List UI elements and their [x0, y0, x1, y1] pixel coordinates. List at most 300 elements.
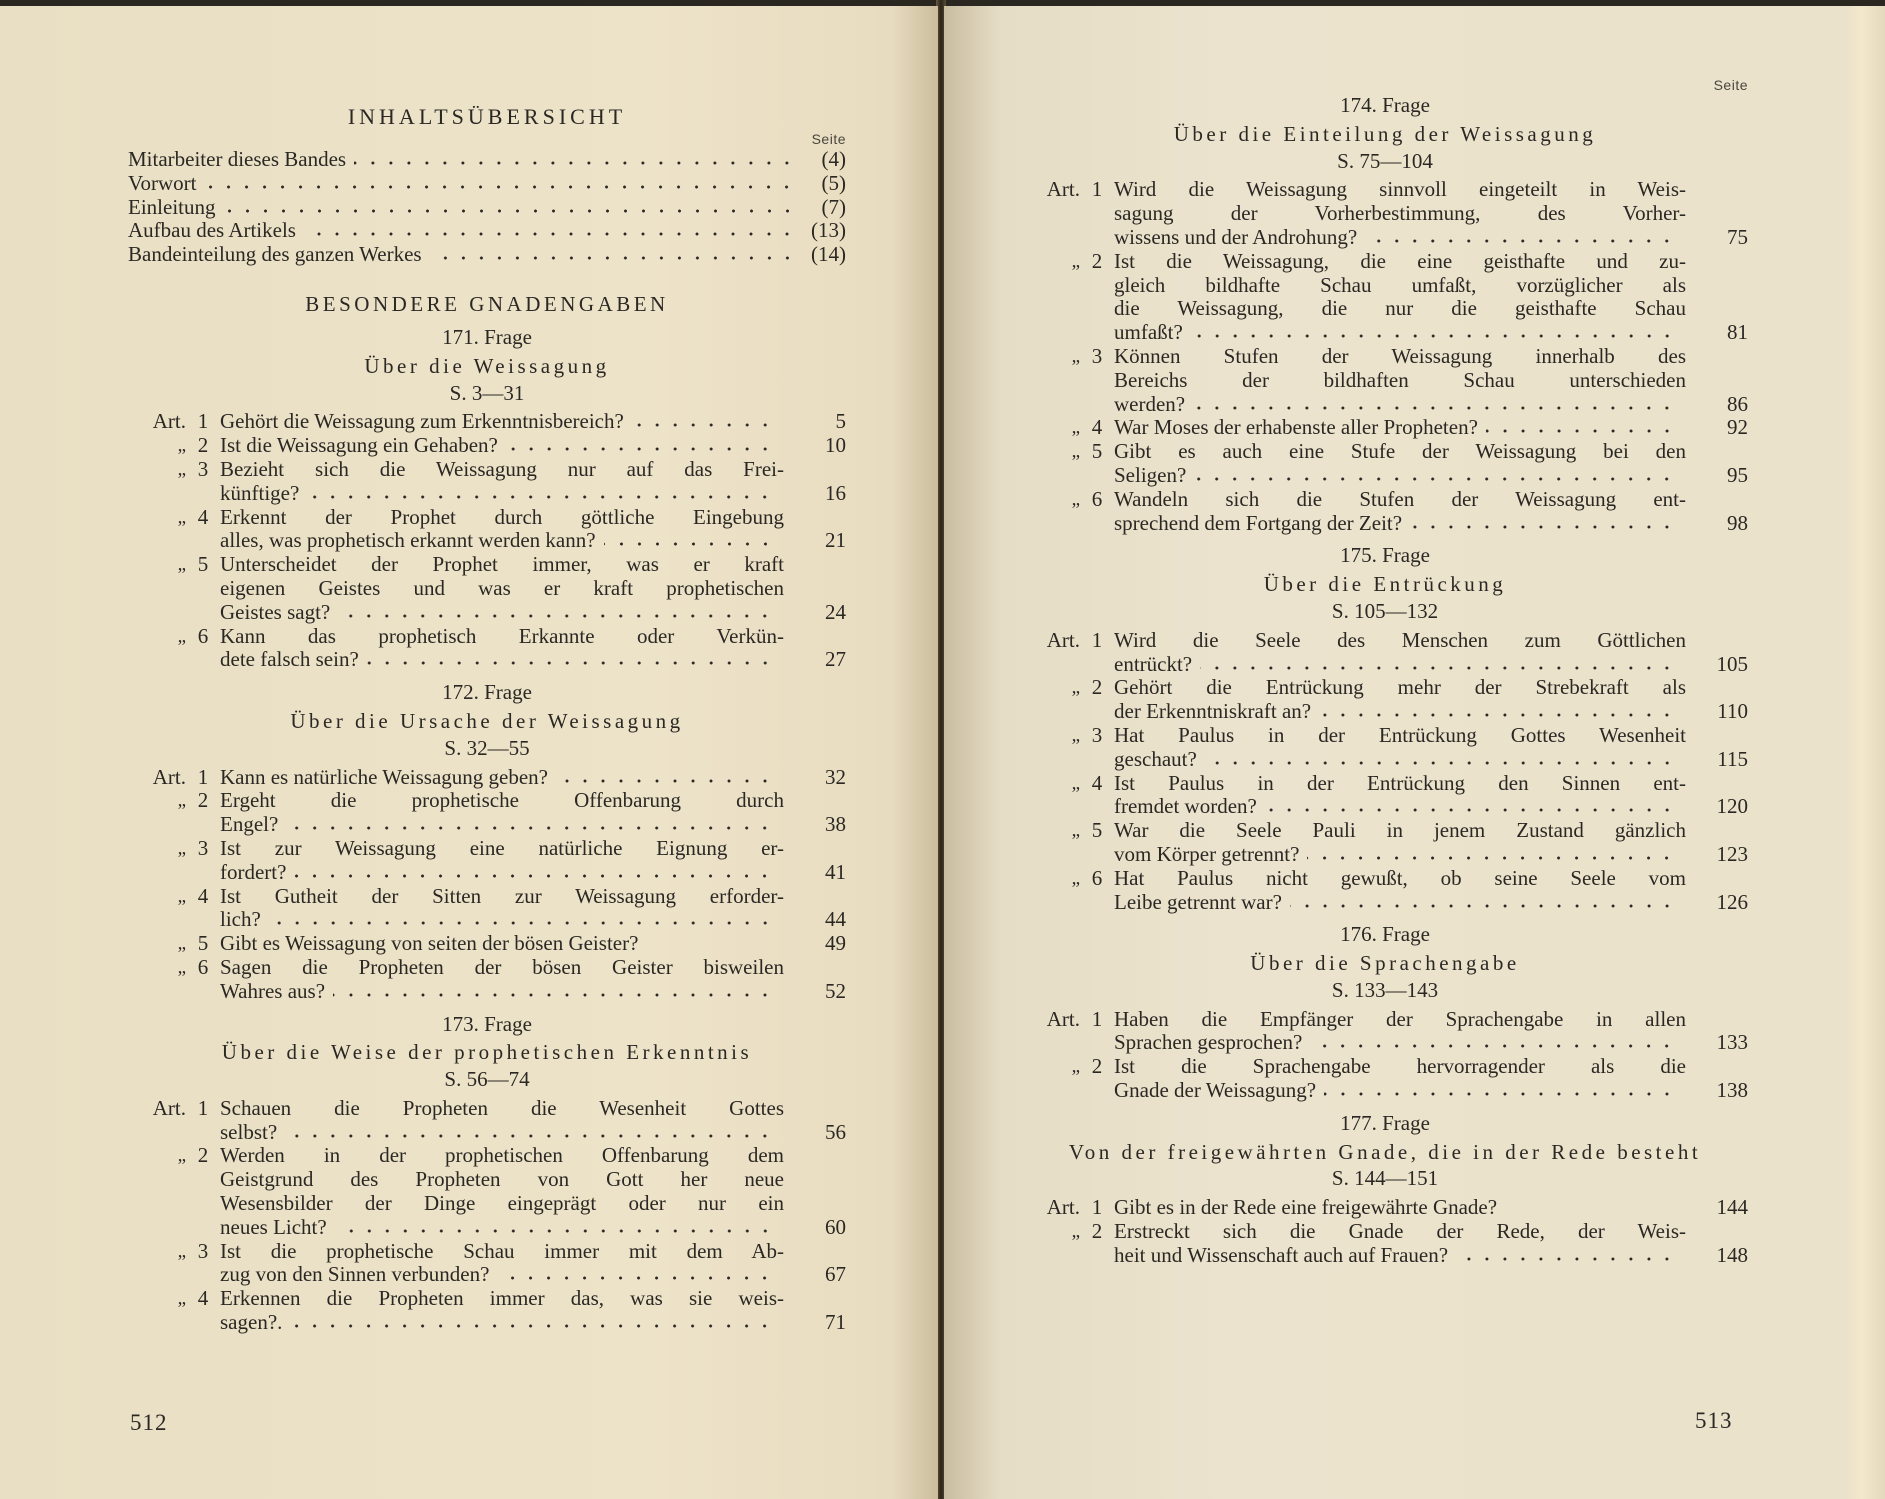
article-question [1114, 724, 1686, 772]
article-entry [1022, 1055, 1748, 1103]
dot-leader [1456, 1256, 1676, 1262]
article-page: 38 [825, 812, 846, 837]
article-question [1114, 178, 1686, 249]
article-question-text: geschaut? [1114, 746, 1197, 771]
article-question-text: Engel? [220, 812, 279, 837]
article-entry [128, 506, 846, 554]
article-question [1114, 416, 1686, 440]
dot-leader [604, 541, 774, 547]
article-question [220, 434, 784, 458]
article-question-line: War die Seele Pauli in jenem Zustand gänzlich [1114, 818, 1686, 843]
dot-leader [285, 1133, 774, 1139]
toc-entry-label: Mitarbeiter dieses Bandes [128, 147, 347, 171]
article-entry [128, 766, 846, 790]
article-number: 5 [1091, 818, 1103, 843]
article-question-line: Unterscheidet der Prophet immer, was er kraft [220, 552, 784, 577]
article-question-text: der Erkenntniskraft an? [1114, 699, 1312, 724]
question-title: Über die Entrückung [1263, 572, 1507, 597]
right-page-content [1022, 76, 1748, 1268]
article-question-line: Wird die Seele des Menschen zum Göttlichen [1114, 627, 1686, 652]
dot-leader [1265, 807, 1676, 813]
article-page: 92 [1727, 415, 1748, 440]
article-page: 27 [825, 647, 846, 672]
dot-leader [333, 992, 774, 998]
article-page: 41 [825, 859, 846, 884]
article-number: 4 [197, 883, 209, 908]
article-question-last-line [220, 1263, 784, 1287]
dot-leader [1193, 405, 1676, 411]
article-entry [1022, 676, 1748, 724]
article-question-last-line [220, 482, 784, 506]
toc-entry-page: (4) [821, 147, 846, 171]
question-number: 174. Frage [1340, 93, 1430, 117]
article-question-line: Haben die Empfänger der Sprachengabe in allen [1114, 1006, 1686, 1031]
article-question-last-line [220, 648, 784, 672]
article-entry [1022, 1008, 1748, 1056]
article-entry [128, 1097, 846, 1145]
question-title: Über die Ursache der Weissagung [290, 708, 684, 733]
dot-leader [269, 920, 774, 926]
question-number: 175. Frage [1340, 543, 1430, 568]
left-page-content [128, 104, 846, 1335]
article-prefix: Art. [1046, 1195, 1080, 1220]
article-page: 44 [825, 907, 846, 932]
article-prefix: „ [1071, 677, 1080, 699]
article-prefix: „ [1071, 345, 1080, 367]
article-prefix: „ [1071, 250, 1080, 272]
article-question-line: Gehört die Entrückung mehr der Strebekraft als [1114, 675, 1686, 700]
article-number: 5 [197, 552, 209, 577]
dot-leader [286, 825, 774, 831]
question-page-range: S. 105—132 [1331, 598, 1439, 623]
article-page: 52 [825, 978, 846, 1003]
article-entry [128, 956, 846, 1004]
dot-leader [632, 422, 774, 428]
article-number: 4 [197, 1286, 209, 1311]
article-prefix: „ [177, 956, 186, 978]
page-number-right: 513 [1695, 1408, 1733, 1433]
article-question-line: sagung der Vorherbestimmung, des Vorher- [1114, 201, 1686, 226]
article-prefix: „ [1071, 1221, 1080, 1243]
dot-leader [1191, 333, 1676, 339]
article-question-text: entrückt? [1114, 651, 1193, 676]
article-number: 2 [197, 1143, 209, 1168]
article-question-line: Erkennt der Prophet durch göttliche Eingebung [220, 504, 784, 529]
article-question [220, 837, 784, 885]
dot-leader [1310, 1043, 1676, 1049]
article-question-line: Wesensbilder der Dinge eingeprägt oder nur ein [220, 1191, 784, 1216]
article-prefix: „ [177, 837, 186, 859]
dot-leader [1410, 524, 1676, 530]
article-question-last-line [1114, 653, 1686, 677]
article-entry [1022, 772, 1748, 820]
article-question-text: vom Körper getrennt? [1114, 841, 1300, 866]
page-number-left: 512 [130, 1410, 168, 1435]
article-page: 75 [1727, 224, 1748, 249]
article-question-line: Geistgrund des Propheten von Gott her neue [220, 1167, 784, 1192]
article-question [220, 1097, 784, 1145]
article-question-line: Erkennen die Propheten immer das, was sie weis- [220, 1286, 784, 1311]
toc-entry-page: (7) [821, 194, 846, 219]
article-question-line: Sagen die Propheten der bösen Geister bisweilen [220, 954, 784, 979]
question-block [128, 681, 846, 1003]
article-question [220, 1240, 784, 1288]
article-question-last-line [220, 813, 784, 837]
question-page-range: S. 133—143 [1331, 977, 1439, 1002]
question-number: 173. Frage [442, 1011, 532, 1036]
article-question-text: Wahres aus? [220, 978, 326, 1003]
article-prefix: „ [177, 458, 186, 480]
article-number: 6 [197, 623, 209, 648]
article-number: 3 [1091, 343, 1103, 368]
question-number: 176. Frage [1340, 922, 1430, 947]
question-title: Über die Weissagung [364, 353, 610, 378]
article-entry [128, 932, 846, 956]
article-question-text: War Moses der erhabenste aller Propheten? [1114, 415, 1478, 440]
question-page-range: S. 3—31 [449, 380, 525, 405]
article-number: 1 [1091, 1195, 1103, 1220]
article-entry [128, 885, 846, 933]
article-question-line: die Weissagung, die nur die geisthafte Schau [1114, 296, 1686, 321]
article-question-last-line [220, 908, 784, 932]
article-page: 71 [825, 1310, 846, 1335]
seite-label: Seite [811, 131, 846, 147]
article-prefix: „ [177, 554, 186, 576]
article-prefix: „ [1071, 772, 1080, 794]
toc-entry-page: (14) [811, 242, 846, 267]
article-question-last-line [220, 1121, 784, 1145]
article-question-last-line [220, 529, 784, 553]
article-question-last-line [1114, 891, 1686, 915]
question-page-range: S. 32—55 [444, 735, 530, 760]
article-question-last-line [1114, 748, 1686, 772]
article-page: 24 [825, 599, 846, 624]
article-question-line: Kann das prophetisch Erkannte oder Verkün- [220, 623, 784, 648]
article-question [1114, 1055, 1686, 1103]
article-question-last-line [1114, 416, 1686, 440]
article-entry [1022, 1196, 1748, 1220]
article-question-last-line [1114, 700, 1686, 724]
article-entry [128, 1240, 846, 1288]
article-question-text: Leibe getrennt war? [1114, 889, 1282, 914]
article-prefix: „ [1071, 441, 1080, 463]
article-prefix: Art. [1046, 177, 1080, 202]
article-question-text: Gnade der Weissagung? [1114, 1078, 1317, 1103]
article-number: 3 [197, 456, 209, 481]
article-question [220, 458, 784, 506]
toc-entry [128, 172, 846, 196]
article-entry [1022, 819, 1748, 867]
article-number: 2 [1091, 1219, 1103, 1244]
question-title: Über die Weise der prophetischen Erkenntnis [221, 1040, 753, 1065]
article-question-line: eigenen Geistes und was er kraft prophetischen [220, 575, 784, 600]
article-number: 5 [197, 931, 209, 956]
dot-leader [1324, 1091, 1676, 1097]
dot-leader [1290, 903, 1676, 909]
article-question-text: Geistes sagt? [220, 599, 331, 624]
article-question-line: Ist Paulus in der Entrückung den Sinnen ent- [1114, 770, 1686, 795]
article-question [220, 885, 784, 933]
article-question-text: neues Licht? [220, 1214, 327, 1239]
article-prefix: Art. [152, 764, 186, 789]
article-prefix: „ [1071, 724, 1080, 746]
article-prefix: „ [177, 506, 186, 528]
article-page: 133 [1716, 1030, 1748, 1055]
article-number: 1 [1091, 627, 1103, 652]
article-prefix: „ [1071, 488, 1080, 510]
article-entry [128, 789, 846, 837]
article-prefix: „ [177, 1240, 186, 1262]
article-question-text: alles, was prophetisch erkannt werden kann? [220, 528, 596, 553]
article-question [1114, 772, 1686, 820]
article-number: 2 [197, 433, 209, 458]
article-question-text: dete falsch sein? [220, 647, 359, 672]
article-page: 120 [1716, 794, 1748, 819]
article-question-line: Können Stufen der Weissagung innerhalb des [1114, 343, 1686, 368]
article-question-line: gleich bildhafte Schau umfaßt, vorzüglicher als [1114, 272, 1686, 297]
dot-leader [354, 160, 796, 166]
dot-leader [290, 1323, 774, 1329]
article-number: 1 [197, 764, 209, 789]
article-question-last-line [220, 861, 784, 885]
toc-entry-label: Vorwort [128, 170, 197, 195]
article-question-line: Hat Paulus nicht gewußt, ob seine Seele vom [1114, 865, 1686, 890]
article-prefix: „ [1071, 1056, 1080, 1078]
toc-entry-label: Aufbau des Artikels [128, 218, 296, 243]
toc-entry-label: Bandeinteilung des ganzen Werkes [128, 242, 422, 267]
article-question-text: fremdet worden? [1114, 794, 1257, 819]
article-question [1114, 867, 1686, 915]
article-prefix: „ [177, 1145, 186, 1167]
article-question-last-line [1114, 1031, 1686, 1055]
article-page: 138 [1716, 1078, 1748, 1103]
article-question-last-line [220, 1311, 784, 1335]
article-entry [128, 410, 846, 434]
article-prefix: „ [1071, 867, 1080, 889]
article-number: 3 [197, 1238, 209, 1263]
toc-entry [128, 196, 846, 220]
question-list [128, 326, 846, 1335]
article-question-last-line [1114, 795, 1686, 819]
dot-leader [1365, 238, 1676, 244]
article-question [220, 506, 784, 554]
article-number: 2 [197, 788, 209, 813]
article-page: 144 [1716, 1195, 1748, 1220]
question-page-range: S. 75—104 [1337, 148, 1433, 173]
dot-leader [335, 1228, 774, 1234]
article-question-last-line [1114, 1196, 1686, 1220]
article-page: 126 [1716, 889, 1748, 914]
article-question-last-line [1114, 321, 1686, 345]
article-question [220, 625, 784, 673]
article-question [220, 932, 784, 956]
question-page-range: S. 56—74 [444, 1067, 530, 1092]
article-question-text: sagen?. [220, 1310, 283, 1335]
article-question-line: Ergeht die prophetische Offenbarung durch [220, 788, 784, 813]
toc-entry-page: (5) [821, 170, 846, 195]
article-entry [1022, 724, 1748, 772]
article-page: 105 [1716, 651, 1748, 676]
dot-leader [338, 613, 774, 619]
article-question-last-line [220, 1216, 784, 1240]
article-question-last-line [1114, 226, 1686, 250]
question-block [128, 326, 846, 672]
dot-leader [430, 255, 796, 261]
article-prefix: „ [1071, 820, 1080, 842]
article-entry [128, 1287, 846, 1335]
article-question [220, 766, 784, 790]
article-question-text: sprechend dem Fortgang der Zeit? [1114, 510, 1403, 535]
article-number: 1 [1091, 1006, 1103, 1031]
dot-leader [497, 1275, 774, 1281]
article-question-last-line [220, 980, 784, 1004]
article-prefix: „ [177, 790, 186, 812]
article-question-line: Ist zur Weissagung eine natürliche Eignung er- [220, 835, 784, 860]
article-page: 115 [1717, 746, 1748, 771]
article-page: 5 [835, 409, 846, 434]
article-question-text: heit und Wissenschaft auch auf Frauen? [1114, 1242, 1449, 1267]
article-question [1114, 1008, 1686, 1056]
article-entry [1022, 440, 1748, 488]
article-entry [1022, 416, 1748, 440]
article-number: 3 [1091, 722, 1103, 747]
article-question-text: künftige? [220, 480, 300, 505]
article-number: 6 [197, 954, 209, 979]
article-prefix: „ [177, 435, 186, 457]
article-number: 2 [1091, 248, 1103, 273]
article-question-last-line [220, 410, 784, 434]
article-question-text: Sprachen gesprochen? [1114, 1030, 1303, 1055]
part-title: BESONDERE GNADENGABEN [305, 291, 669, 316]
dot-leader [204, 184, 796, 190]
article-question-line: Schauen die Propheten die Wesenheit Gottes [220, 1095, 784, 1120]
article-question [1114, 629, 1686, 677]
article-entry [128, 837, 846, 885]
article-question-text: umfaßt? [1114, 320, 1183, 345]
article-entry [128, 458, 846, 506]
article-question-last-line [1114, 464, 1686, 488]
question-number: 177. Frage [1340, 1110, 1430, 1135]
article-page: 98 [1727, 510, 1748, 535]
article-question [1114, 488, 1686, 536]
question-block [1022, 94, 1748, 535]
article-question-line: Bereichs der bildhaften Schau unterschieden [1114, 367, 1686, 392]
article-question [1114, 819, 1686, 867]
dot-leader [506, 446, 774, 452]
question-block [1022, 1112, 1748, 1268]
dot-leader [1200, 665, 1676, 671]
article-page: 16 [825, 480, 846, 505]
article-question [1114, 440, 1686, 488]
article-entry [1022, 250, 1748, 345]
toc-title: INHALTSÜBERSICHT [347, 104, 627, 129]
article-question-last-line [220, 766, 784, 790]
question-number: 172. Frage [442, 680, 532, 705]
article-page: 21 [825, 528, 846, 553]
article-page: 32 [825, 764, 846, 789]
dot-leader [556, 778, 774, 784]
article-page: 148 [1716, 1242, 1748, 1267]
article-page: 123 [1716, 841, 1748, 866]
article-page: 60 [825, 1214, 846, 1239]
question-page-range: S. 144—151 [1331, 1166, 1439, 1191]
question-title: Über die Einteilung der Weissagung [1173, 121, 1597, 146]
article-prefix: „ [177, 625, 186, 647]
article-prefix: „ [177, 1288, 186, 1310]
article-question-line: Gibt es auch eine Stufe der Weissagung bei den [1114, 439, 1686, 464]
article-question-last-line [220, 434, 784, 458]
question-block [128, 1013, 846, 1335]
question-list [1022, 94, 1748, 1268]
article-entry [1022, 178, 1748, 249]
article-question-line: Bezieht sich die Weissagung nur auf das Frei- [220, 456, 784, 481]
article-number: 2 [1091, 1054, 1103, 1079]
article-question-last-line [1114, 1079, 1686, 1103]
article-question-last-line [220, 932, 784, 956]
article-question-text: lich? [220, 907, 261, 932]
article-number: 6 [1091, 865, 1103, 890]
article-page: 81 [1727, 320, 1748, 345]
article-question [1114, 1196, 1686, 1220]
article-page: 10 [825, 433, 846, 458]
article-number: 3 [197, 835, 209, 860]
article-prefix: Art. [152, 1095, 186, 1120]
article-page: 95 [1727, 462, 1748, 487]
dot-leader [224, 208, 797, 214]
article-entry [1022, 629, 1748, 677]
dot-leader [1307, 855, 1676, 861]
article-page: 56 [825, 1119, 846, 1144]
article-question-text: Gehört die Weissagung zum Erkenntnisbereich? [220, 409, 624, 434]
article-question [1114, 1220, 1686, 1268]
article-prefix: „ [1071, 417, 1080, 439]
article-entry [1022, 488, 1748, 536]
article-question [220, 956, 784, 1004]
article-question-text: fordert? [220, 859, 287, 884]
article-number: 4 [1091, 415, 1103, 440]
article-question-text: werden? [1114, 391, 1186, 416]
dot-leader [294, 873, 774, 879]
article-number: 1 [197, 1095, 209, 1120]
article-question [1114, 345, 1686, 416]
article-question-text: Seligen? [1114, 462, 1187, 487]
question-title: Von der freigewährten Gnade, die in der Rede besteht [1068, 1139, 1702, 1164]
dot-leader [307, 494, 774, 500]
article-entry [1022, 1220, 1748, 1268]
article-question-last-line [1114, 512, 1686, 536]
article-question-line: Ist die prophetische Schau immer mit dem Ab- [220, 1238, 784, 1263]
dot-leader [1319, 712, 1676, 718]
article-question [220, 1287, 784, 1335]
dot-leader [1486, 428, 1676, 434]
question-block [1022, 923, 1748, 1103]
article-prefix: „ [177, 885, 186, 907]
front-matter-list [128, 148, 846, 267]
article-question-line: Wird die Weissagung sinnvoll eingeteilt in Weis- [1114, 177, 1686, 202]
toc-entry-label: Einleitung [128, 194, 216, 219]
article-entry [128, 434, 846, 458]
question-block [1022, 544, 1748, 914]
article-page: 86 [1727, 391, 1748, 416]
seite-label: Seite [1713, 77, 1748, 93]
article-question-text: Ist die Weissagung ein Gehaben? [220, 433, 498, 458]
article-question-line: Erstreckt sich die Gnade der Rede, der Weis- [1114, 1219, 1686, 1244]
article-question-last-line [220, 601, 784, 625]
dot-leader [304, 231, 796, 237]
article-question-line: Ist Gutheit der Sitten zur Weissagung erforder- [220, 883, 784, 908]
article-question [220, 1144, 784, 1239]
dot-leader [1194, 476, 1676, 482]
